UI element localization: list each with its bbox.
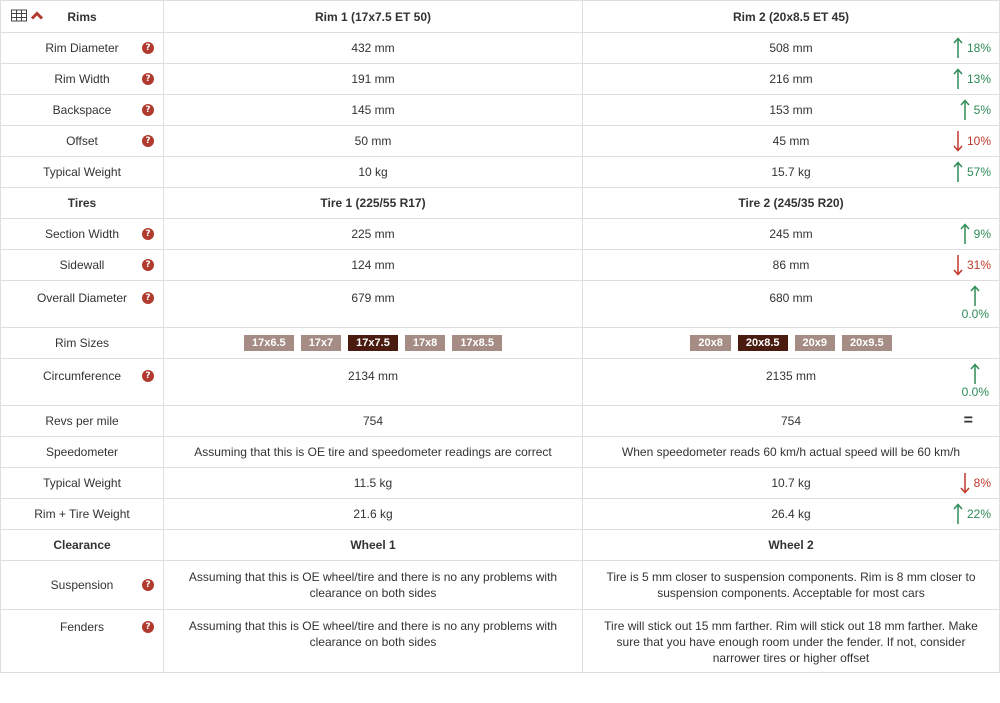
change-indicator: [953, 37, 991, 59]
change-percent: 18%: [966, 41, 991, 55]
row-label: Offset: [66, 134, 98, 148]
help-icon[interactable]: ?: [142, 292, 154, 304]
change-indicator: [962, 363, 989, 399]
change-percent: 9%: [973, 227, 991, 241]
wheel2-value: Tire will stick out 15 mm farther. Rim will stick out 18 mm farther. Make sure that you have enough room under the fender. If not, consider narrower tires or higher offset: [604, 619, 978, 665]
arrow-up-icon: [953, 161, 963, 183]
tire2-value: 680 mm: [769, 291, 813, 305]
rim-size-chip-selected[interactable]: 17x7.5: [348, 335, 398, 351]
row-label: Typical Weight: [1, 468, 164, 499]
change-indicator: [962, 285, 989, 321]
arrow-down-icon: [953, 254, 963, 276]
tire1-value: 754: [164, 406, 583, 437]
change-percent: 0.0%: [961, 307, 989, 321]
rim-size-chip[interactable]: 17x7: [301, 335, 341, 351]
wheel1-value: Assuming that this is OE wheel/tire and there is no any problems with clearance on both sides: [188, 619, 558, 649]
tire1-value: 21.6 kg: [164, 499, 583, 530]
tires-header-label: Tires: [1, 188, 164, 219]
tire2-value: 2135 mm: [765, 369, 817, 383]
rim-size-chip[interactable]: 20x9: [795, 335, 835, 351]
tire1-value: 679 mm: [351, 291, 395, 305]
tire2-header: Tire 2 (245/35 R20): [583, 188, 1000, 219]
row-circumference: [1, 359, 1000, 406]
row-rim-sizes: [1, 328, 1000, 359]
change-indicator: [953, 254, 991, 276]
rim2-value: 45 mm: [772, 134, 810, 148]
rim1-value: 50 mm: [164, 126, 583, 157]
tire2-value: 10.7 kg: [771, 476, 811, 490]
arrow-up-icon: [970, 285, 980, 307]
arrow-up-icon: [960, 223, 970, 245]
change-percent: 31%: [966, 258, 991, 272]
rim1-size-chips: [164, 335, 582, 351]
change-indicator: [960, 99, 991, 121]
wheel1-value: Assuming that this is OE wheel/tire and there is no any problems with clearance on both sides: [188, 570, 558, 600]
change-percent: 22%: [966, 507, 991, 521]
clearance-header-label: Clearance: [1, 530, 164, 561]
row-rim-tire-weight: [1, 499, 1000, 530]
arrow-up-icon: [970, 363, 980, 385]
rims-header-row: [1, 1, 1000, 33]
rim-size-chip-selected[interactable]: 20x8.5: [738, 335, 788, 351]
help-icon[interactable]: ?: [142, 73, 154, 85]
tire1-value: Assuming that this is OE tire and speedometer readings are correct: [164, 437, 583, 468]
rim-size-chip[interactable]: 17x8.5: [452, 335, 502, 351]
tire2-value: 86 mm: [772, 258, 810, 272]
row-label: Rim Width: [54, 72, 110, 86]
change-percent: 8%: [973, 476, 991, 490]
row-label: Rim Diameter: [45, 41, 119, 55]
row-label: Circumference: [42, 369, 122, 383]
help-icon[interactable]: ?: [142, 370, 154, 382]
row-label: Speedometer: [1, 437, 164, 468]
rim-size-chip[interactable]: 17x8: [405, 335, 445, 351]
arrow-down-icon: [953, 130, 963, 152]
change-indicator: [953, 130, 991, 152]
wheel2-header: Wheel 2: [583, 530, 1000, 561]
rim1-header: Rim 1 (17x7.5 ET 50): [164, 1, 583, 33]
change-percent: 5%: [973, 103, 991, 117]
arrow-up-icon: [960, 99, 970, 121]
rim1-value: 145 mm: [164, 95, 583, 126]
row-backspace: [1, 95, 1000, 126]
tire2-value: 245 mm: [769, 227, 813, 241]
help-icon[interactable]: ?: [142, 621, 154, 633]
change-percent: 57%: [966, 165, 991, 179]
change-indicator: [953, 503, 991, 525]
rim-size-chip[interactable]: 20x9.5: [842, 335, 892, 351]
rims-header-cell: [1, 1, 164, 33]
row-label: Fenders: [59, 620, 105, 634]
equal-icon: =: [963, 412, 973, 429]
row-overall-diameter: [1, 281, 1000, 328]
row-speedometer: [1, 437, 1000, 468]
rim-size-chip[interactable]: 17x6.5: [244, 335, 294, 351]
rim2-size-chips: [583, 335, 999, 351]
row-rim-width: [1, 64, 1000, 95]
change-percent: 10%: [966, 134, 991, 148]
row-label: Backspace: [52, 103, 112, 117]
arrow-up-icon: [953, 68, 963, 90]
rim1-value: 10 kg: [164, 157, 583, 188]
row-label: Overall Diameter: [36, 291, 128, 305]
change-indicator: [953, 68, 991, 90]
row-section-width: [1, 219, 1000, 250]
row-rim-typical-weight: [1, 157, 1000, 188]
row-fenders: [1, 610, 1000, 673]
tire1-value: 124 mm: [164, 250, 583, 281]
help-icon[interactable]: ?: [142, 42, 154, 54]
tire2-value: 26.4 kg: [771, 507, 811, 521]
row-suspension: [1, 561, 1000, 610]
clearance-header-row: [1, 530, 1000, 561]
row-label: Sidewall: [59, 258, 105, 272]
tire2-value: When speedometer reads 60 km/h actual speed will be 60 km/h: [583, 437, 1000, 468]
chevron-up-icon[interactable]: [30, 10, 44, 24]
rim2-value: 508 mm: [769, 41, 813, 55]
arrow-up-icon: [953, 503, 963, 525]
change-indicator: [953, 161, 991, 183]
row-label: Suspension: [50, 578, 114, 592]
tire1-value: 2134 mm: [347, 369, 399, 383]
wheel2-value: Tire is 5 mm closer to suspension components. Rim is 8 mm closer to suspension components. Acceptable for most cars: [606, 570, 976, 600]
row-sidewall: [1, 250, 1000, 281]
tire1-value: 11.5 kg: [164, 468, 583, 499]
help-icon[interactable]: ?: [142, 228, 154, 240]
tire1-value: 225 mm: [164, 219, 583, 250]
tire1-header: Tire 1 (225/55 R17): [164, 188, 583, 219]
change-indicator: [960, 472, 991, 494]
change-percent: 13%: [966, 72, 991, 86]
arrow-up-icon: [953, 37, 963, 59]
rim2-value: 15.7 kg: [771, 165, 811, 179]
row-label: Revs per mile: [1, 406, 164, 437]
row-offset: [1, 126, 1000, 157]
tire2-value: 754: [780, 414, 802, 428]
row-tire-typical-weight: [1, 468, 1000, 499]
help-icon[interactable]: ?: [142, 104, 154, 116]
rim2-value: 153 mm: [769, 103, 813, 117]
help-icon[interactable]: ?: [142, 259, 154, 271]
row-label: Rim Sizes: [1, 328, 164, 359]
tires-header-row: [1, 188, 1000, 219]
corner-controls: [11, 9, 44, 24]
table-grid-icon[interactable]: [11, 9, 27, 24]
arrow-down-icon: [960, 472, 970, 494]
change-percent: 0.0%: [961, 385, 989, 399]
rim2-value: 216 mm: [769, 72, 813, 86]
help-icon[interactable]: ?: [142, 579, 154, 591]
row-rim-diameter: [1, 33, 1000, 64]
change-indicator: [960, 223, 991, 245]
rim1-value: 191 mm: [164, 64, 583, 95]
rim1-value: 432 mm: [164, 33, 583, 64]
rim2-header: Rim 2 (20x8.5 ET 45): [583, 1, 1000, 33]
row-label: Rim + Tire Weight: [1, 499, 164, 530]
row-label: Section Width: [44, 227, 120, 241]
row-label: Typical Weight: [43, 165, 121, 179]
row-revs-per-mile: [1, 406, 1000, 437]
rims-header-label: Rims: [67, 9, 97, 24]
wheel1-header: Wheel 1: [164, 530, 583, 561]
rim-size-chip[interactable]: 20x8: [690, 335, 730, 351]
help-icon[interactable]: ?: [142, 135, 154, 147]
